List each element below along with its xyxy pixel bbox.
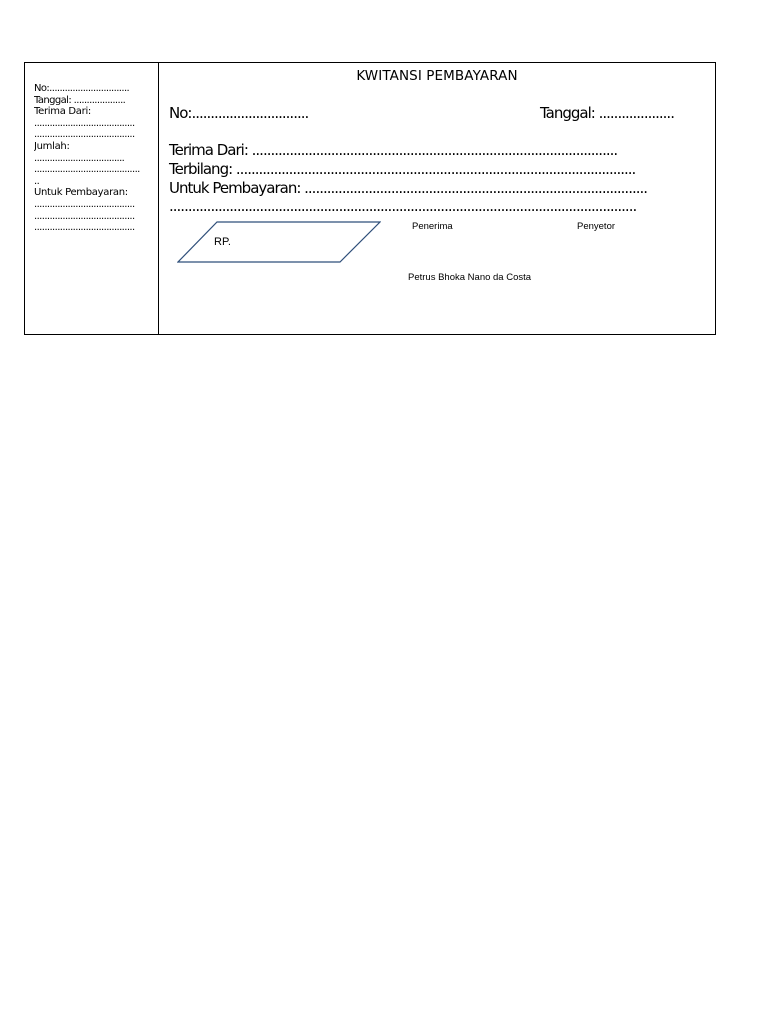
receipt-tanggal-field: Tanggal: ....................	[540, 104, 674, 122]
receipt-untuk-pembayaran-field: Untuk Pembayaran: ...........................................................................................	[169, 179, 648, 197]
amount-label: RP.	[214, 236, 231, 248]
stub-untuk-pembayaran-label: Untuk Pembayaran:	[34, 187, 128, 199]
stub-untuk-line: .......................................	[34, 222, 135, 234]
stub-jumlah-line: ..	[34, 175, 40, 187]
receipt-form	[24, 62, 716, 335]
stub-no: No:...............................	[34, 83, 130, 94]
receipt-main	[159, 63, 715, 334]
stub-jumlah-label: Jumlah:	[34, 140, 70, 152]
stub-jumlah-line: .........................................	[34, 164, 140, 176]
receipt-no-field: No:...............................	[169, 104, 309, 122]
stub-terima-dari-line: .......................................	[34, 129, 135, 141]
stub-tanggal: Tanggal: ....................	[34, 94, 126, 106]
stub-terima-dari-line: .......................................	[34, 117, 135, 129]
receipt-stub	[25, 63, 159, 334]
receipt-extra-line: ............................................................................................................................	[169, 197, 637, 215]
receipt-terima-dari-field: Terima Dari: .................................................................................................	[169, 141, 618, 159]
stub-jumlah-line: ...................................	[34, 152, 125, 164]
amount-box	[177, 221, 381, 263]
receipt-terbilang-field: Terbilang: ..........................................................................................................	[169, 160, 636, 178]
penerima-label: Penerima	[412, 221, 453, 232]
stub-terima-dari-label: Terima Dari:	[34, 106, 91, 118]
stub-untuk-line: .......................................	[34, 210, 135, 222]
penyetor-label: Penyetor	[577, 221, 616, 232]
stub-untuk-line: .......................................	[34, 198, 135, 210]
receipt-title: KWITANSI PEMBAYARAN	[356, 68, 518, 84]
penerima-name: Petrus Bhoka Nano da Costa	[408, 272, 532, 283]
